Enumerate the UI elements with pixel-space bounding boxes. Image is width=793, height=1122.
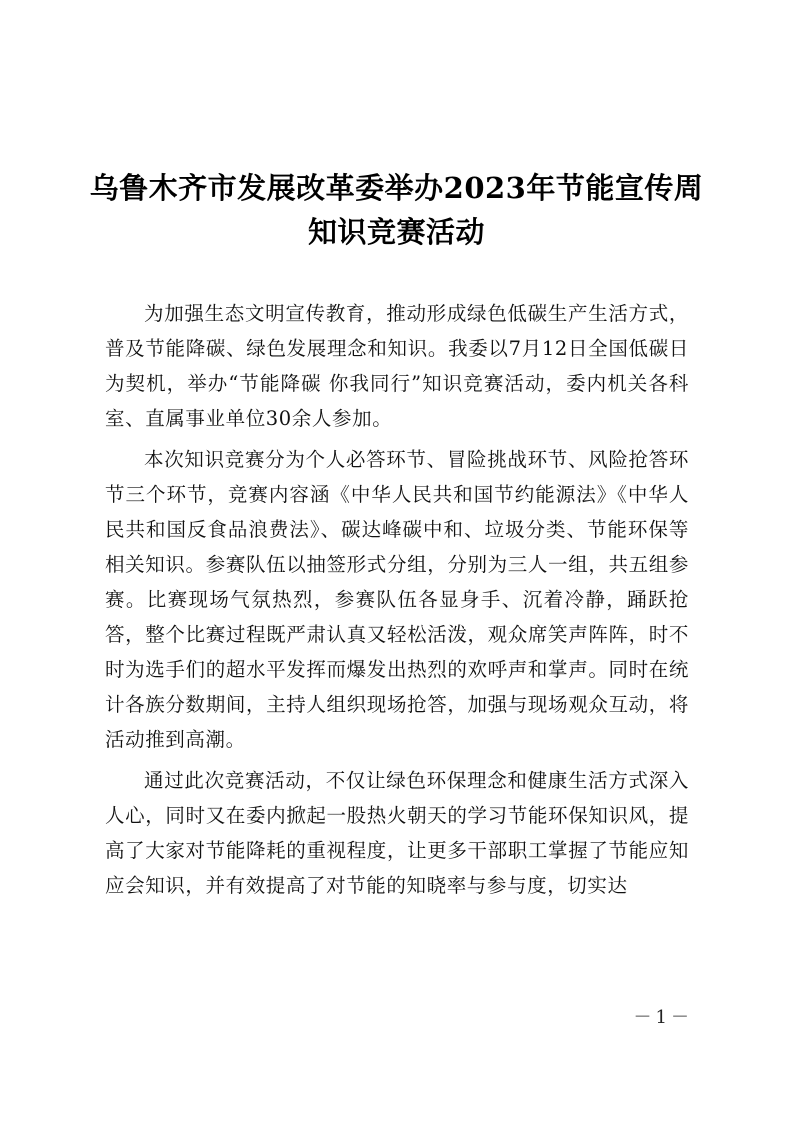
body-paragraph: 本次知识竞赛分为个人必答环节、冒险挑战环节、风险抢答环节三个环节，竞赛内容涵《中华人民共和国节约能源法》《中华人民共和国反食品浪费法》、碳达峰碳中和、垃圾分类、节能环保等相关知识。参赛队伍以抽签形式分组，分别为三人一组，共五组参赛。比赛现场气氛热烈，参赛队伍各显身手、沉着冷静，踊跃抢答，整个比赛过程既严肃认真又轻松活泼，观众席笑声阵阵，时不时为选手们的超水平发挥而爆发出热烈的欢呼声和掌声。同时在统计各族分数期间，主持人组织现场抢答，加强与现场观众互动，将活动推到高潮。 — [105, 448, 689, 751]
document-title-line-2: 知识竞赛活动 — [307, 215, 485, 249]
body-paragraph: 通过此次竞赛活动，不仅让绿色环保理念和健康生活方式深入人心，同时又在委内掀起一股热火朝天的学习节能环保知识风，提高了大家对节能降耗的重视程度，让更多干部职工掌握了节能应知应会知识，并有效提高了对节能的知晓率与参与度，切实达 — [105, 769, 689, 897]
page-number: －1－ — [633, 1007, 693, 1028]
document-body — [105, 296, 689, 903]
body-paragraph: 为加强生态文明宣传教育，推动形成绿色低碳生产生活方式，普及节能降碳、绿色发展理念和知识。我委以7月12日全国低碳日为契机，举办“节能降碳 你我同行”知识竞赛活动，委内机关各科室、直属事业单位30余人参加。 — [105, 302, 689, 430]
document-title-line-1: 乌鲁木齐市发展改革委举办2023年节能宣传周 — [89, 171, 704, 205]
